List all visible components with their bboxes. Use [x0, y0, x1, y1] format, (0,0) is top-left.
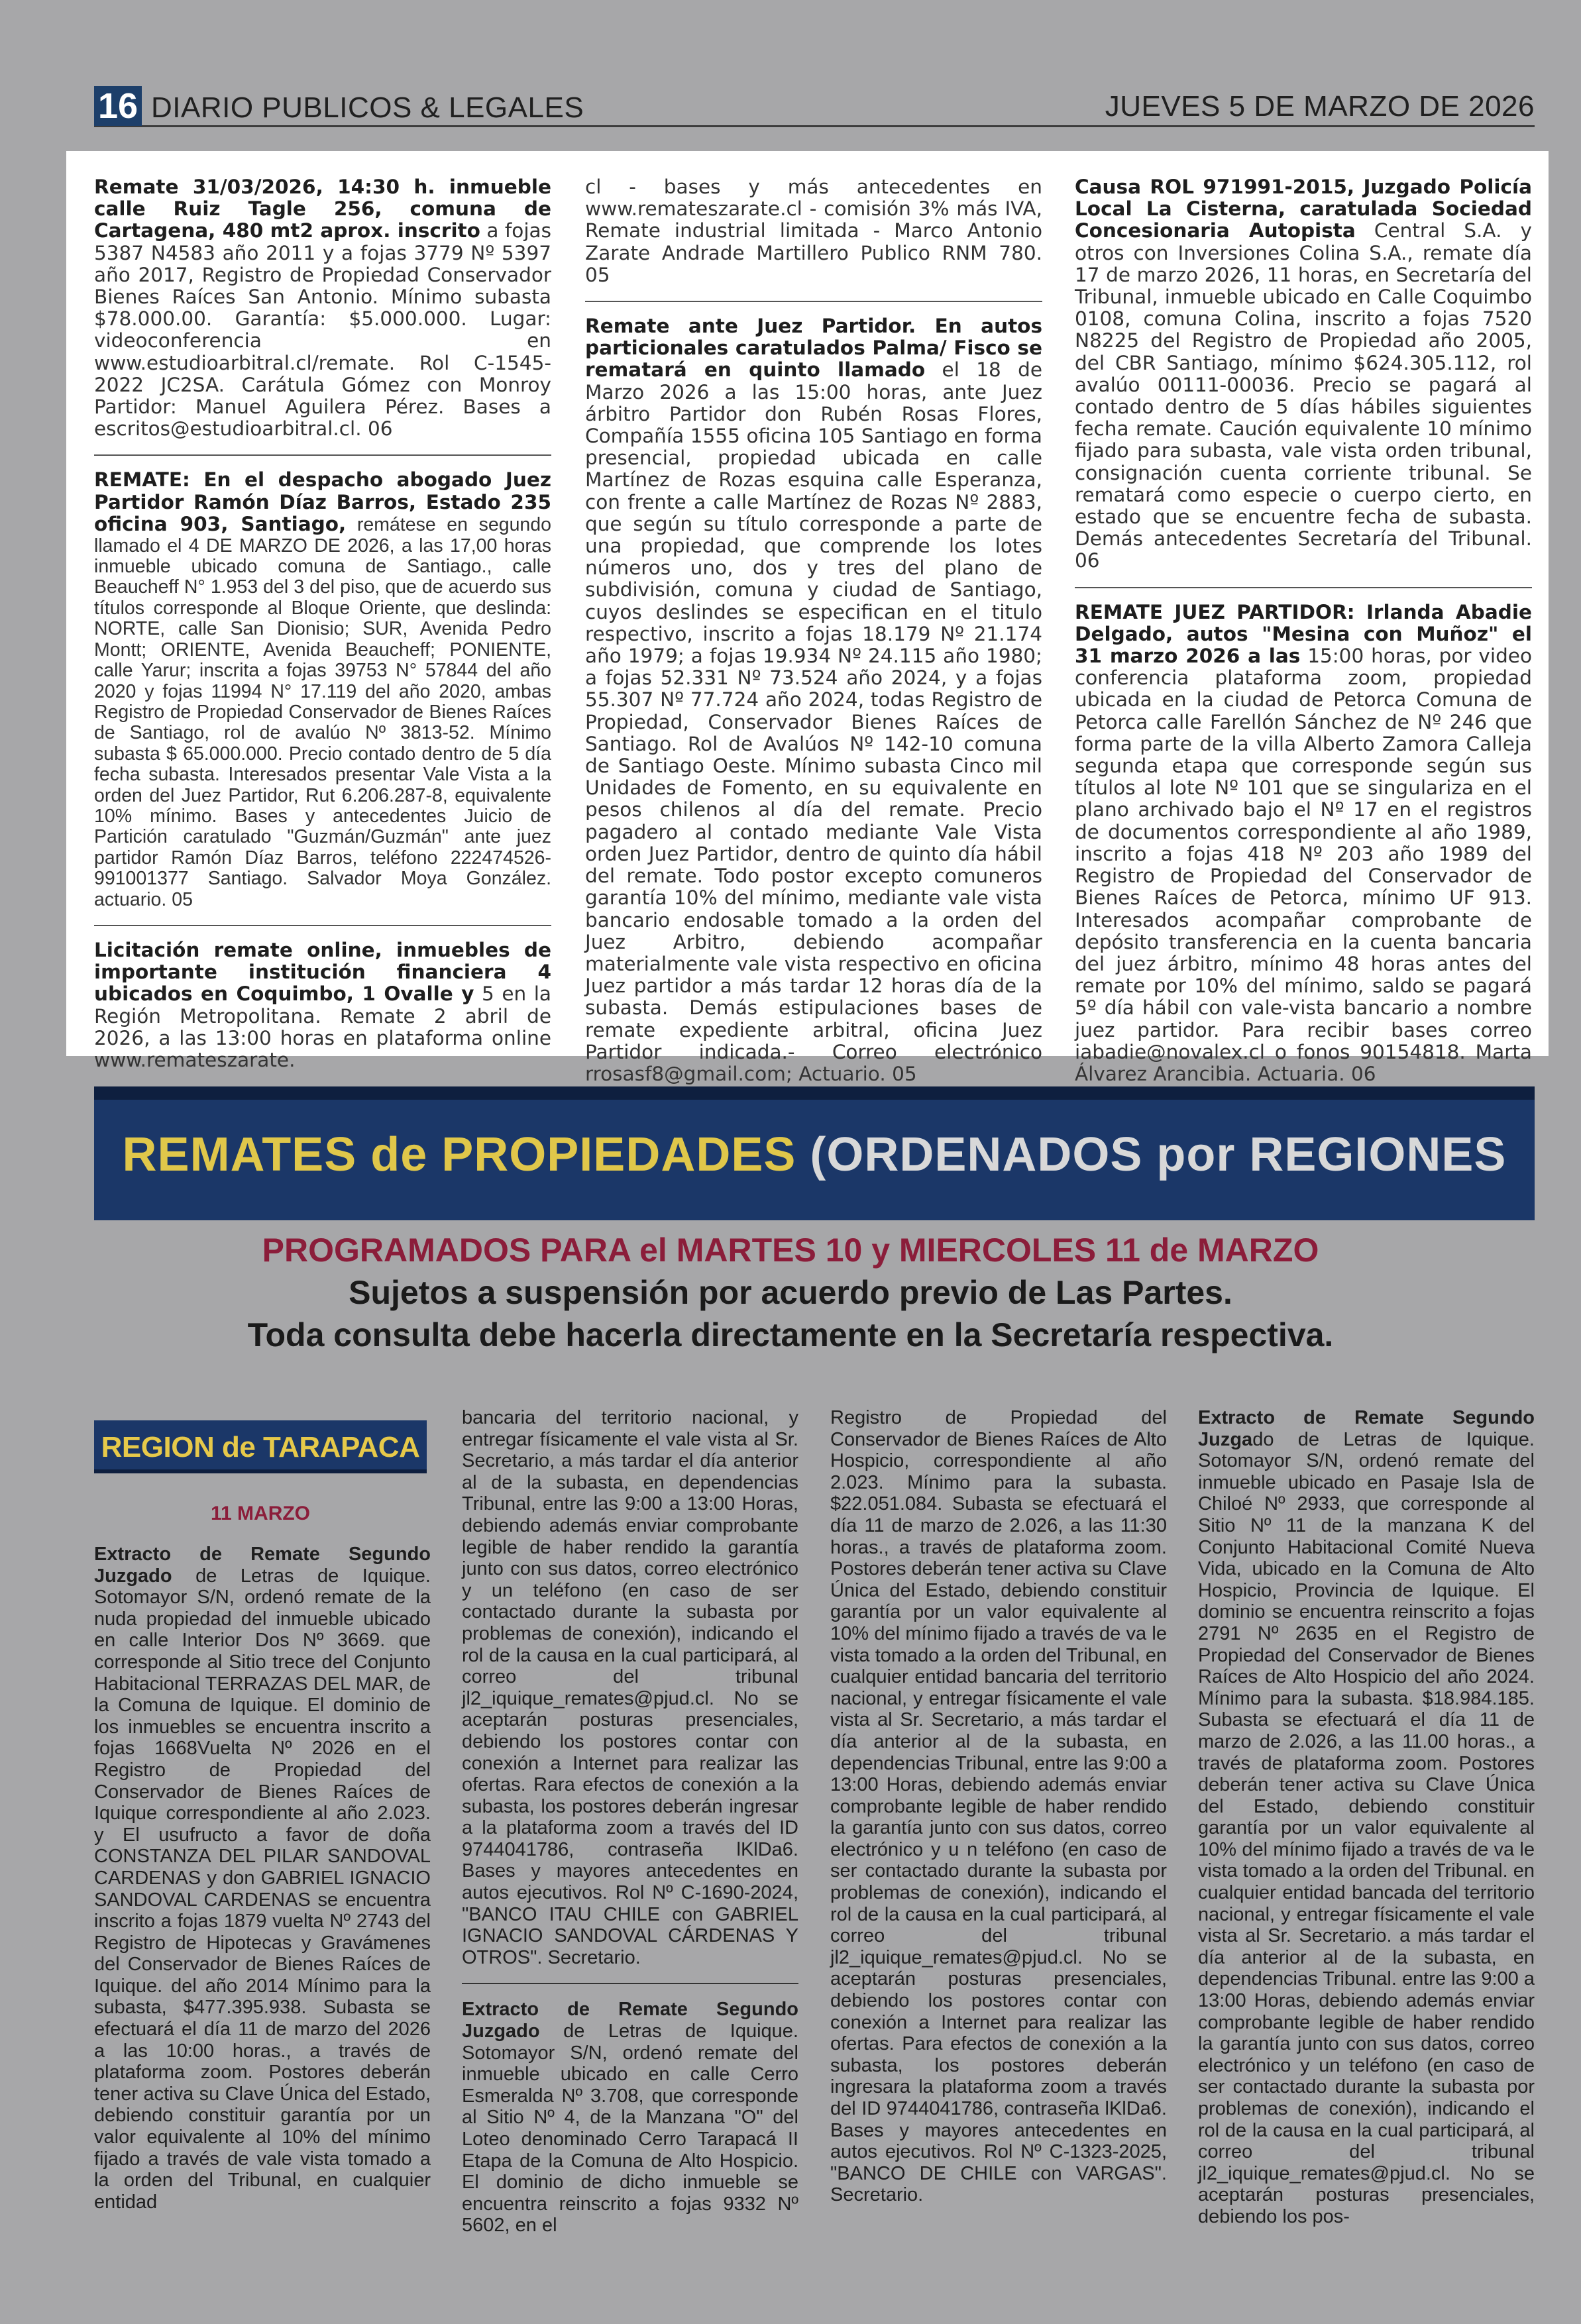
region-label-box	[94, 1420, 427, 1473]
region-date: 11 MARZO	[210, 1503, 311, 1524]
publication-name: DIARIO PUBLICOS & LEGALES	[151, 91, 584, 124]
remate-column-2	[462, 1407, 798, 2248]
page-number: 16	[94, 86, 142, 126]
notice-column-1	[94, 176, 551, 1082]
notice-column-3	[1075, 176, 1532, 1096]
notice-petorca: REMATE JUEZ PARTIDOR: Irlanda Abadie Delgado, autos "Mesina con Muñoz" el 31 marzo 2026 a las 15:00 horas, por video conferencia plataforma zoom, propiedad ubicada en la ciudad de Petorca Comuna de Petorca calle Farellón Sánchez de Nº 246 que forma parte de la villa Alberto Zamora Calleja segunda etapa que corresponde según sus títulos al lote Nº 101 que se singulariza en el plano archivado bajo el Nº 17 en el registros de documentos correspondiente al año 1989, inscrito a fojas 418 Nº 203 año 1989 del Registro de Propiedad del Conservador de Bienes Raíces de Petorca, mínimo UF 913. Interesados acompañar comprobante de depósito transferencia en la cuenta bancaria del juez árbitro, mínimo 48 horas antes del remate por 10% del mínimo, saldo se pagará 5º día hábil con vale-vista bancario a nombre juez partidor. Para recibir bases correo iabadie@novalex.cl o fonos 90154818. Marta Álvarez Arancibia. Actuaria. 06	[1075, 600, 1532, 1085]
suspension-note: Sujetos a suspensión por acuerdo previo de Las Partes.	[349, 1274, 1232, 1311]
page-header	[94, 85, 1535, 127]
notice-licitacion: Licitación remate online, inmuebles de importante institución financiera 4 ubicados en Coquimbo, 1 Ovalle y 5 en la Región Metropolitana. Remate 2 abril de 2026, a las 13:00 horas en plataforma online www.remateszarate.	[94, 938, 551, 1071]
notice-column-2	[585, 176, 1042, 1096]
notice-banco-chile-cont: Registro de Propiedad del Conservador de Bienes Raíces de Alto Hospicio, correspondiente al año 2.023. Mínimo para la subasta. $22.051.084. Subasta se efectuará el día 11 de marzo de 2.026, a las 11:30 horas., a través de plataforma zoom. Postores deberán tener activa su Clave Única del Estado, debiendo constituir garantía por un valor equivalente al 10% del mínimo fijado a través de va le vista tomado a la orden del Tribunal, en cualquier entidad bancaria del territorio nacional, y entregar físicamente el vale vista al Sr. Secretario, a más tardar el día anterior al de la subasta, en dependencias Tribunal, entre las 9:00 a 13:00 Horas, debiendo además enviar comprobante legible de haber rendido la garantía junto con sus datos, correo electrónico y u n teléfono (en caso de ser contactado durante la subasta por problemas de conexión), indicando el rol de la causa en la cual participará, al correo del tribunal jl2_iquique_remates@pjud.cl. No se aceptarán posturas presenciales, debiendo los postores contar con conexión a Internet para realizar las ofertas. Para efectos de conexión a la subasta, los postores deberán ingresara la plataforma zoom a través del ID 9744041786, contraseña lKlDa6. Bases y mayores antecedentes en autos ejecutivos. Rol Nº C-1323-2025, "BANCO DE CHILE con VARGAS". Secretario.	[830, 1407, 1167, 2206]
remate-column-4	[1198, 1407, 1535, 2240]
region-label: REGION de TARAPACA	[101, 1431, 420, 1463]
notice-cartagena: Remate 31/03/2026, 14:30 h. inmueble calle Ruiz Tagle 256, comuna de Cartagena, 480 mt2 aprox. inscrito a fojas 5387 N4583 año 2011 y a fojas 3779 Nº 5397 año 2017, Registro de Propiedad Conservador Bienes Raíces San Antonio. Mínimo subasta $78.000.00. Garantía: $5.000.000. Lugar: videoconferencia en www.estudioarbitral.cl/remate. Rol C-1545-2022 JC2SA. Carátula Gómez con Monroy Partidor: Manuel Aguilera Pérez. Bases a escritos@estudioarbitral.cl. 06	[94, 176, 551, 441]
notice-cerro-esmeralda: Extracto de Remate Segundo Juzgado de Letras de Iquique. Sotomayor S/N, ordenó remate del inmueble ubicado en calle Cerro Esmeralda Nº 3.708, que corresponde al Sitio Nº 4, de la Manzana "O" del Loteo denominado Cerro Tarapacá II Etapa de la Comuna de Alto Hospicio. El dominio de dicho inmueble se encuentra reinscrito a fojas 9332 Nº 5602, en el	[462, 1999, 798, 2237]
top-notices-panel	[66, 151, 1549, 1085]
separator	[94, 925, 551, 926]
remate-column-3	[830, 1407, 1167, 2218]
consultation-note: Toda consulta debe hacerla directamente en la Secretaría respectiva.	[247, 1316, 1334, 1353]
section-banner	[94, 1086, 1535, 1220]
notice-zarate-cont: cl - bases y más antecedentes en www.remateszarate.cl - comisión 3% más IVA, Remate industrial limitada - Marco Antonio Zarate Andrade Martillero Publico RNM 780. 05	[585, 176, 1042, 286]
separator	[462, 1983, 798, 1984]
notice-diaz-barros: REMATE: En el despacho abogado Juez Partidor Ramón Díaz Barros, Estado 235 oficina 903, Santiago, remátese en segundo llamado el 4 DE MARZO DE 2026, a las 17,00 horas inmueble ubicado comuna de Santiago., calle Beaucheff N° 1.953 del 3 del piso, que de acuerdo sus títulos corresponde al Bloque Oriente, que deslinda: NORTE, calle San Dionisio; SUR, Avenida Pedro Montt; ORIENTE, Avenida Beaucheff; PONIENTE, calle Yarur; inscrita a fojas 39753 N° 57844 del año 2020 y fojas 11994 N° 17.119 del año 2020, ambas Registro de Propiedad Conservador de Bienes Raíces de Santiago, rol de avalúo Nº 3813-52. Mínimo subasta $ 65.000.000. Precio contado dentro de 5 día fecha subasta. Interesados presentar Vale Vista a la orden del Juez Partidor, Rut 6.206.287-8, equivalente 10% mínimo. Bases y antecedentes Juicio de Partición caratulado "Guzmán/Guzmán" ante juez partidor Ramón Díaz Barros, teléfono 222474526-991001377 Santiago. Salvador Moya González. actuario. 05	[94, 468, 551, 910]
schedule-subtitle: PROGRAMADOS PARA el MARTES 10 y MIERCOLES 11 de MARZO	[262, 1232, 1319, 1269]
remate-column-1	[94, 1544, 431, 2225]
notice-itau-cont: bancaria del territorio nacional, y entregar físicamente el vale vista al Sr. Secretario, a más tardar el día anterior al de la subasta, en dependencias Tribunal, entre las 9:00 a 13:00 Horas, debiendo además enviar comprobante legible de haber rendido la garantía junto con sus datos, correo electrónico y un teléfono (en caso de ser contactado durante la subasta por problemas de conexión), indicando el rol de la causa en la cual participará, al correo del tribunal jl2_iquique_remates@pjud.cl. No se aceptarán posturas presenciales, debiendo los postores contar con conexión a Internet para realizar las ofertas. Rara efectos de conexión a la subasta, los postores deberán ingresar a la plataforma zoom a través del ID 9744041786, contraseña lKlDa6. Bases y mayores antecedentes en autos ejecutivos. Rol Nº C-1690-2024, "BANCO ITAU CHILE con GABRIEL IGNACIO SANDOVAL CÁRDENAS Y OTROS". Secretario.	[462, 1407, 798, 1968]
separator	[94, 454, 551, 456]
notice-la-cisterna: Causa ROL 971991-2015, Juzgado Policía Local La Cisterna, caratulada Sociedad Concesionaria Autopista Central S.A. y otros con Inversiones Colina S.A., remate día 17 de marzo 2026, 11 horas, en Secretaría del Tribunal, inmueble ubicado en Calle Coquimbo 0108, comuna Colina, inscrito a fojas 7520 N8225 del Registro de Propiedad año 2005, del CBR Santiago, mínimo $624.305.112, rol avalúo 00111-00036. Precio se pagará al contado dentro de 5 días hábiles siguientes fecha remate. Caución equivalente 10 mínimo fijado para subasta, vale vista orden tribunal, consignación cuenta corriente tribunal. Se rematará como especie o cuerpo cierto, en estado que se encuentre fecha de subasta. Demás antecedentes Secretaría del Tribunal. 06	[1075, 176, 1532, 572]
notice-isla-chiloe: Extracto de Remate Segundo Juzgado de Letras de Iquique. Sotomayor S/N, ordenó remate del inmueble ubicado en Pasaje Isla de Chiloé Nº 2933, que corresponde al Sitio Nº 11 de la manzana K del Conjunto Habitacional Comité Nueva Vida, ubicado en la Comuna de Alto Hospicio, Provincia de Iquique. El dominio se encuentra reinscrito a fojas 2791 Nº 2635 en el Registro de Propiedad del Conservador de Bienes Raíces de Alto Hospicio del año 2024. Mínimo para la subasta. $18.984.185. Subasta se efectuará el día 11 de marzo de 2.026, a las 11.00 horas., a través de plataforma zoom. Postores deberán tener activa su Clave Única del Estado, debiendo constituir garantía por un valor equivalente al 10% del mínimo fijado a través de va le vista tomado a la orden del Tribunal. en cualquier entidad bancada del territorio nacional, y entregar físicamente el vale vista al Sr. Secretario. a más tardar el día anterior al de la subasta, en dependencias Tribunal. entre las 9:00 a 13:00 Horas, debiendo además enviar comprobante legible de haber rendido la garantía junto con sus datos, correo electrónico y un teléfono (en caso de ser contactado durante la subasta por problemas de conexión), indicando el rol de la causa en la cual participará, al correo del tribunal jl2_iquique_remates@pjud.cl. No se aceptarán posturas presenciales, debiendo los pos-	[1198, 1407, 1535, 2227]
separator	[585, 301, 1042, 302]
publication-date: JUEVES 5 DE MARZO DE 2026	[1105, 90, 1535, 123]
separator	[1075, 587, 1532, 588]
banner-title: REMATES de PROPIEDADES (ORDENADOS por REGIONES	[122, 1128, 1507, 1181]
notice-palma-fisco: Remate ante Juez Partidor. En autos particionales caratulados Palma/ Fisco se rematará en quinto llamado el 18 de Marzo 2026 a las 15:00 horas, ante Juez árbitro Partidor don Rubén Rosas Flores, Compañía 1555 oficina 105 Santiago en forma presencial, propiedad ubicada en calle Martínez de Rozas esquina calle Esperanza, con frente a calle Martínez de Rozas Nº 2883, que según su título corresponde a parte de una propiedad, que comprende los lotes números uno, dos y tres del plano de subdivisión, comuna y ciudad de Santiago, cuyos deslindes se especifican en el titulo respectivo, inscrito a fojas 18.179 Nº 21.174 año 1979; a fojas 19.934 Nº 24.115 año 1980; a fojas 52.331 Nº 73.524 año 2024, y a fojas 55.307 Nº 77.724 año 2024, todas Registro de Propiedad, Conservador Bienes Raíces de Santiago. Rol de Avalúos Nº 142-10 comuna de Santiago Oeste. Mínimo subasta Cinco mil Unidades de Fomento, en su equivalente en pesos chilenos al día del remate. Precio pagadero al contado mediante Vale Vista orden Juez Partidor, dentro de quinto día hábil del remate. Todo postor excepto comuneros garantía 10% del mínimo, mediante vale vista bancario endosable tomado a la orden del Juez Arbitro, debiendo acompañar materialmente vale vista respectivo en oficina Juez partidor a más tardar 12 horas día de la subasta. Demás estipulaciones bases de remate expediente arbitral, oficina Juez Partidor indicada.- Correo electrónico rrosasf8@gmail.com; Actuario. 05	[585, 315, 1043, 1085]
notice-terrazas-del-mar: Extracto de Remate Segundo Juzgado de Letras de Iquique. Sotomayor S/N, ordenó remate de la nuda propiedad del inmueble ubicado en calle Interior Dos Nº 3669. que corresponde al Sitio trece del Conjunto Habitacional TERRAZAS DEL MAR, de la Comuna de Iquique. El dominio de los inmuebles se encuentra inscrito a fojas 1668Vuelta Nº 2026 en el Registro de Propiedad del Conservador de Bienes Raíces de Iquique correspondiente al año 2.023. y El usufructo a favor de doña CONSTANZA DEL PILAR SANDOVAL CARDENAS y don GABRIEL IGNACIO SANDOVAL CARDENAS se encuentra inscrito a fojas 1879 vuelta Nº 2743 del Registro de Hipotecas y Gravámenes del Conservador de Bienes Raíces de Iquique. del año 2014 Mínimo para la subasta, $477.395.938. Subasta se efectuará el día 11 de marzo del 2026 a las 10:00 horas., a través de plataforma zoom. Postores deberán tener activa su Clave Única del Estado, debiendo constituir garantía por un valor equivalente al 10% del mínimo fijado a través de vale vista tomado a la orden del Tribunal, en cualquier entidad	[94, 1544, 431, 2213]
